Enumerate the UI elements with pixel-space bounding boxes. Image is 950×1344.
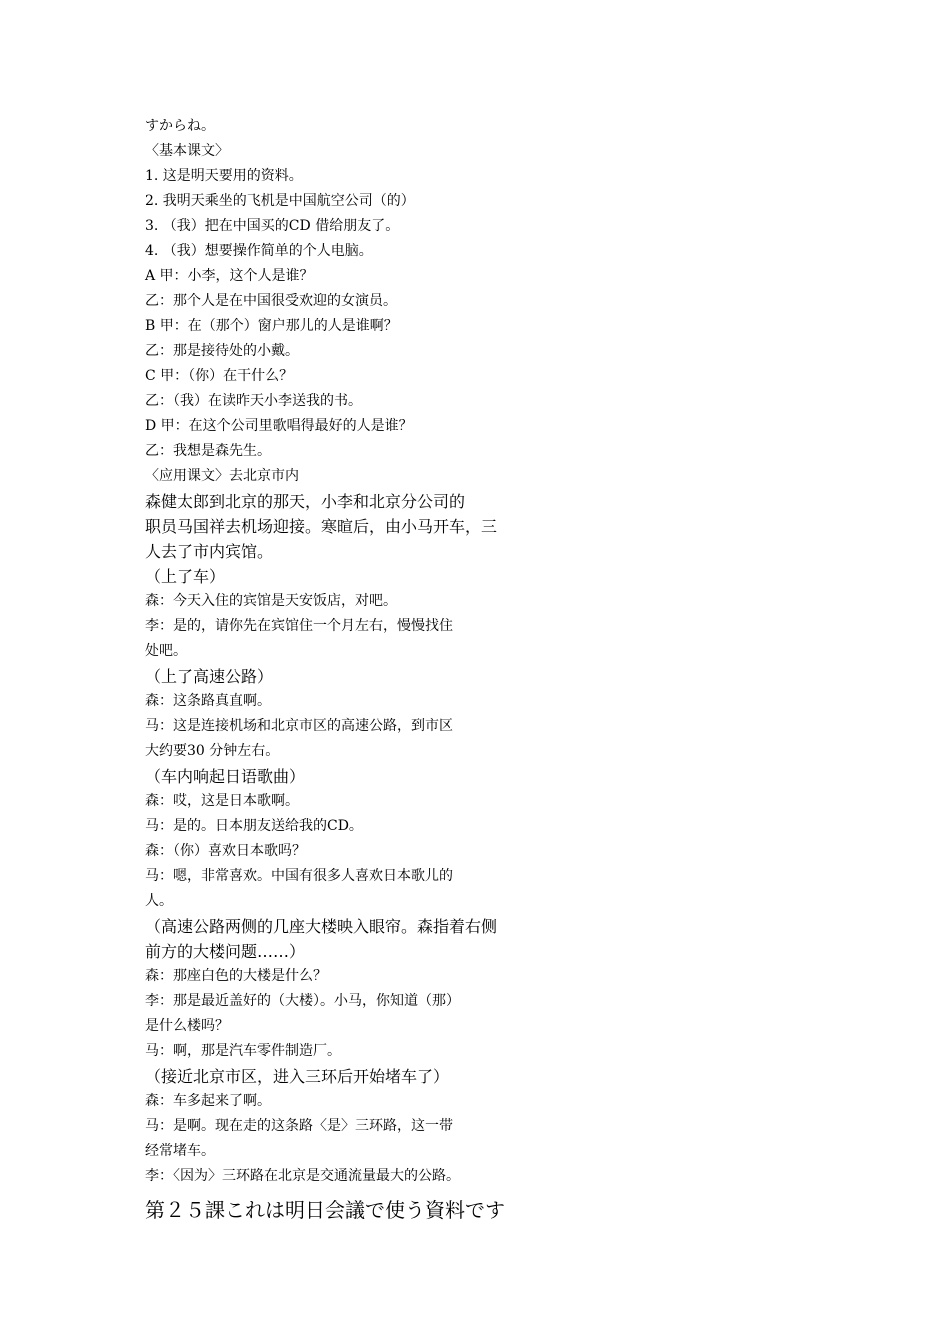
text-line: 马：啊，那是汽车零件制造厂。	[145, 1043, 341, 1059]
text-lines	[145, 114, 565, 1189]
text-line: D 甲：在这个公司里歌唱得最好的人是谁？	[145, 418, 413, 434]
text-line: 3. （我）把在中国买的CD 借给朋友了。	[145, 218, 400, 234]
text-line: （高速公路两侧的几座大楼映入眼帘。森指着右侧	[145, 917, 498, 936]
lesson-title: 第２５課これは明日会議で使う資料です	[145, 1198, 505, 1222]
text-line: 李：那是最近盖好的（大楼）。小马，你知道（那）	[145, 993, 460, 1009]
text-line: 4. （我）想要操作简单的个人电脑。	[145, 243, 373, 259]
text-line: 大约要30 分钟左右。	[145, 743, 280, 759]
text-line: 森：（你）喜欢日本歌吗？	[145, 843, 306, 859]
text-line: 森健太郎到北京的那天，小李和北京分公司的	[145, 492, 466, 511]
text-line: 1. 这是明天要用的资料。	[145, 168, 303, 184]
text-line: 乙：我想是森先生。	[145, 443, 271, 459]
text-line: 〈应用课文〉去北京市内	[145, 468, 299, 484]
text-line: 职员马国祥去机场迎接。寒暄后，由小马开车，三	[145, 517, 498, 536]
text-line: A 甲：小李，这个人是谁？	[145, 268, 314, 284]
text-line: B 甲：在（那个）窗户那儿的人是谁啊？	[145, 318, 398, 334]
text-line: 处吧。	[145, 643, 187, 659]
text-line: 马：是的。日本朋友送给我的CD。	[145, 818, 363, 834]
text-line: すからね。	[145, 118, 215, 134]
text-line: 2. 我明天乘坐的飞机是中国航空公司（的）	[145, 193, 415, 209]
text-line: 经常堵车。	[145, 1143, 215, 1159]
text-line: 乙：那是接待处的小戴。	[145, 343, 299, 359]
text-line: 李：是的，请你先在宾馆住一个月左右，慢慢找住	[145, 618, 453, 634]
text-line: （上了高速公路）	[145, 667, 274, 686]
text-line: 前方的大楼问题……）	[145, 942, 306, 961]
text-line: 森：今天入住的宾馆是天安饭店，对吧。	[145, 593, 397, 609]
text-line: 人去了市内宾馆。	[145, 542, 274, 561]
text-line: 森：那座白色的大楼是什么？	[145, 968, 327, 984]
text-line: （车内响起日语歌曲）	[145, 767, 306, 786]
text-line: 乙：那个人是在中国很受欢迎的女演员。	[145, 293, 397, 309]
text-line: 马：嗯，非常喜欢。中国有很多人喜欢日本歌儿的	[145, 868, 453, 884]
text-line: 森：哎，这是日本歌啊。	[145, 793, 299, 809]
text-line: 森：车多起来了啊。	[145, 1093, 271, 1109]
text-line: 人。	[145, 893, 173, 909]
text-line: （上了车）	[145, 567, 226, 586]
text-line: 马：是啊。现在走的这条路〈是〉三环路，这一带	[145, 1118, 453, 1134]
text-line: 乙：（我）在读昨天小李送我的书。	[145, 393, 362, 409]
text-line: 是什么楼吗？	[145, 1018, 229, 1034]
text-line: 〈基本课文〉	[145, 143, 229, 159]
text-line: C 甲：（你）在干什么？	[145, 368, 294, 384]
text-line: 李：〈因为〉三环路在北京是交通流量最大的公路。	[145, 1168, 460, 1184]
text-line: 森：这条路真直啊。	[145, 693, 271, 709]
document-body	[145, 114, 565, 1225]
text-line: 马：这是连接机场和北京市区的高速公路，到市区	[145, 718, 453, 734]
text-line: （接近北京市区，进入三环后开始堵车了）	[145, 1067, 450, 1086]
